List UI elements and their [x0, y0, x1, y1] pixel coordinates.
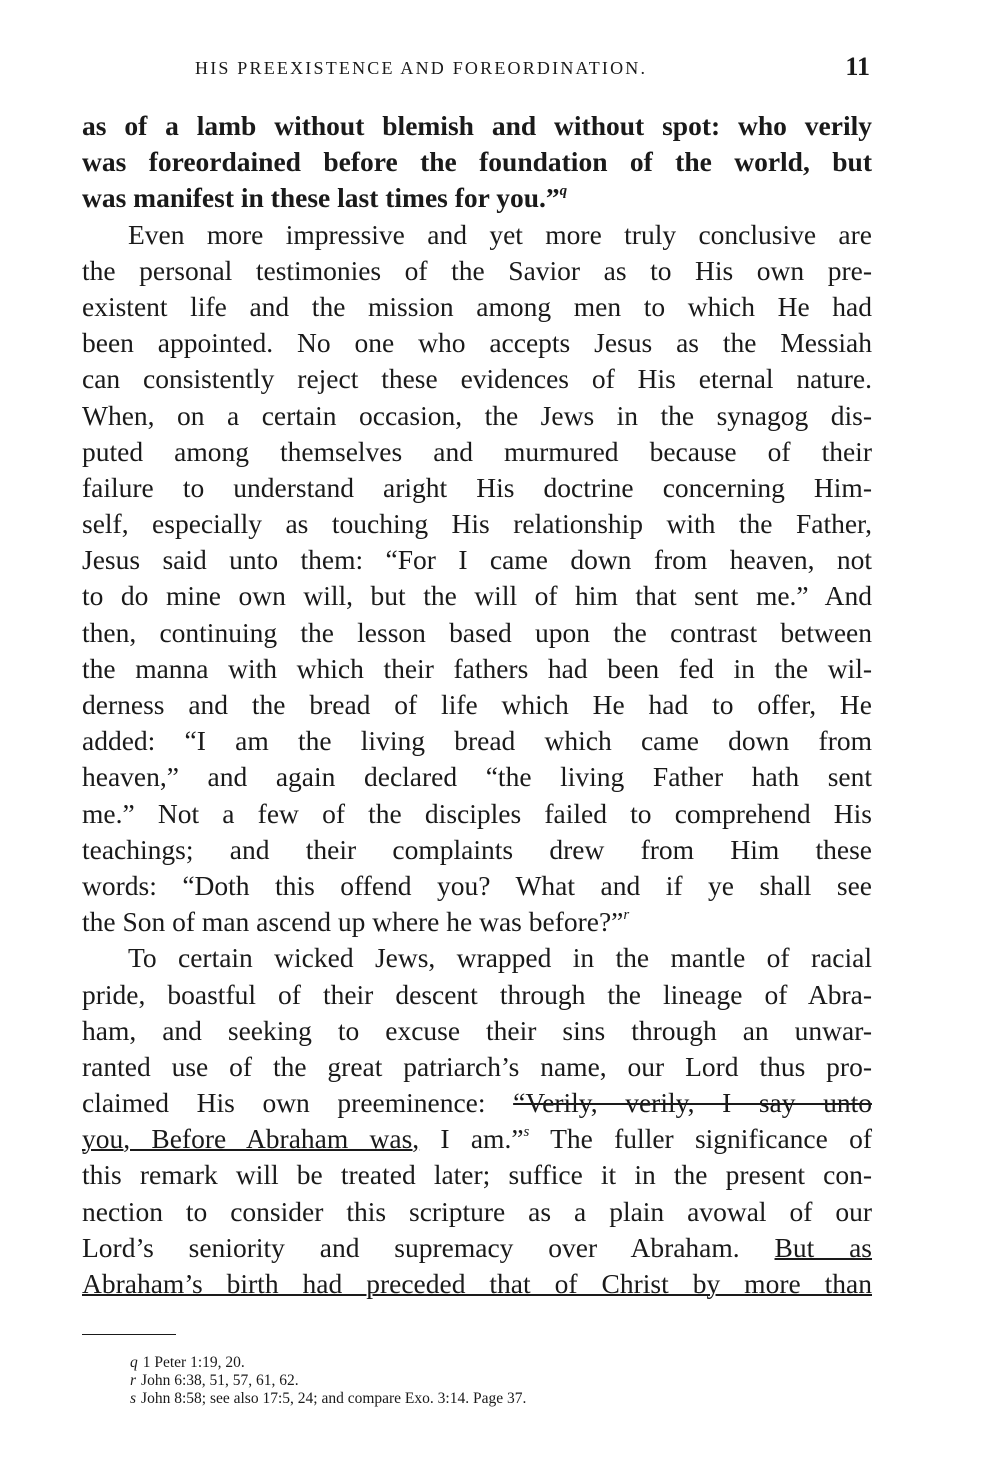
- text-line: added: “I am the living bread which came down from: [82, 725, 872, 757]
- text-line: [82, 1085, 872, 1121]
- footnote-marker-s: s: [523, 1124, 530, 1141]
- text-line: words: “Doth this offend you? What and if ye shall see: [82, 869, 872, 901]
- footnote-s: [130, 1390, 850, 1408]
- paragraph-first-line: Even more impressive and yet more truly conclusive are: [128, 218, 872, 250]
- text-line: to do mine own will, but the will of him that sent me.” And: [82, 580, 872, 612]
- footnote-r: [130, 1372, 850, 1390]
- underlined-line: Abraham’s birth had preceded that of Christ by more than: [82, 1268, 872, 1299]
- text-line-content: the Son of man ascend up where he was before?”: [82, 906, 624, 938]
- text-line: the manna with which their fathers had been fed in the wil-: [82, 652, 872, 684]
- footnote-text: John 8:58; see also 17:5, 24; and compare Exo. 3:14. Page 37.: [141, 1390, 527, 1407]
- text-line-content: The fuller significance of: [529, 1123, 872, 1155]
- text-line: pride, boastful of their descent through the lineage of Abra-: [82, 978, 872, 1010]
- text-line-content: Lord’s seniority and supremacy over Abraham.: [82, 1231, 775, 1263]
- text-line: When, on a certain occasion, the Jews in the synagog dis-: [82, 399, 872, 431]
- page-number: 11: [845, 52, 870, 81]
- text-line: ranted use of the great patriarch’s name, our Lord thus pro-: [82, 1050, 872, 1082]
- running-title: HIS PREEXISTENCE AND FOREORDINATION.: [195, 58, 648, 78]
- footnote-marker-q: q: [559, 183, 568, 200]
- footnote-letter: r: [130, 1372, 137, 1389]
- footnote-text: John 6:38, 51, 57, 61, 62.: [141, 1372, 299, 1389]
- text-line-content: I am.”: [419, 1123, 524, 1155]
- footnote-marker-r: r: [623, 907, 630, 924]
- text-line: this remark will be treated later; suffice it in the present con-: [82, 1159, 872, 1191]
- paragraph-first-line: To certain wicked Jews, wrapped in the mantle of racial: [128, 942, 872, 974]
- text-line: self, especially as touching His relationship with the Father,: [82, 508, 872, 540]
- text-line: then, continuing the lesson based upon the contrast between: [82, 616, 872, 648]
- struck-text: “Verily, verily, I say unto: [513, 1087, 872, 1119]
- footnote-q: [130, 1354, 850, 1372]
- text-line: me.” Not a few of the disciples failed to comprehend His: [82, 797, 872, 829]
- text-line: heaven,” and again declared “the living Father hath sent: [82, 761, 872, 793]
- underlined-text: you, Before Abraham was,: [82, 1123, 420, 1155]
- text-line: Jesus said unto them: “For I came down from heaven, not: [82, 544, 872, 576]
- body-text: [82, 108, 872, 1302]
- text-line-content: was manifest in these last times for you.”: [82, 182, 560, 214]
- text-line: [82, 904, 872, 940]
- text-line: as of a lamb without blemish and without spot: who verily: [82, 110, 872, 141]
- text-line: the personal testimonies of the Savior as to His own pre-: [82, 254, 872, 286]
- footnotes: [130, 1354, 850, 1408]
- text-line: derness and the bread of life which He had to offer, He: [82, 689, 872, 720]
- text-line: existent life and the mission among men to which He had: [82, 290, 872, 322]
- text-line: teachings; and their complaints drew from Him these: [82, 833, 872, 865]
- text-line: ham, and seeking to excuse their sins through an unwar-: [82, 1014, 872, 1046]
- text-line: can consistently reject these evidences of His eternal nature.: [82, 363, 872, 395]
- underlined-text: But as: [774, 1231, 873, 1263]
- footnote-letter: s: [130, 1390, 137, 1407]
- text-line: failure to understand aright His doctrine concerning Him-: [82, 471, 872, 503]
- text-line: was foreordained before the foundation of the world, but: [82, 146, 872, 178]
- running-head: [82, 52, 874, 86]
- text-line: been appointed. No one who accepts Jesus as the Messiah: [82, 327, 872, 359]
- text-line: [82, 180, 872, 216]
- text-line: [82, 1230, 872, 1266]
- footnote-text: 1 Peter 1:19, 20.: [142, 1354, 245, 1371]
- text-line: nection to consider this scripture as a plain avowal of our: [82, 1195, 872, 1227]
- text-line: [82, 1121, 872, 1157]
- footnote-divider: [82, 1334, 176, 1335]
- text-line: puted among themselves and murmured because of their: [82, 435, 872, 467]
- text-line-content: claimed His own preeminence:: [82, 1087, 514, 1119]
- footnote-letter: q: [130, 1354, 138, 1371]
